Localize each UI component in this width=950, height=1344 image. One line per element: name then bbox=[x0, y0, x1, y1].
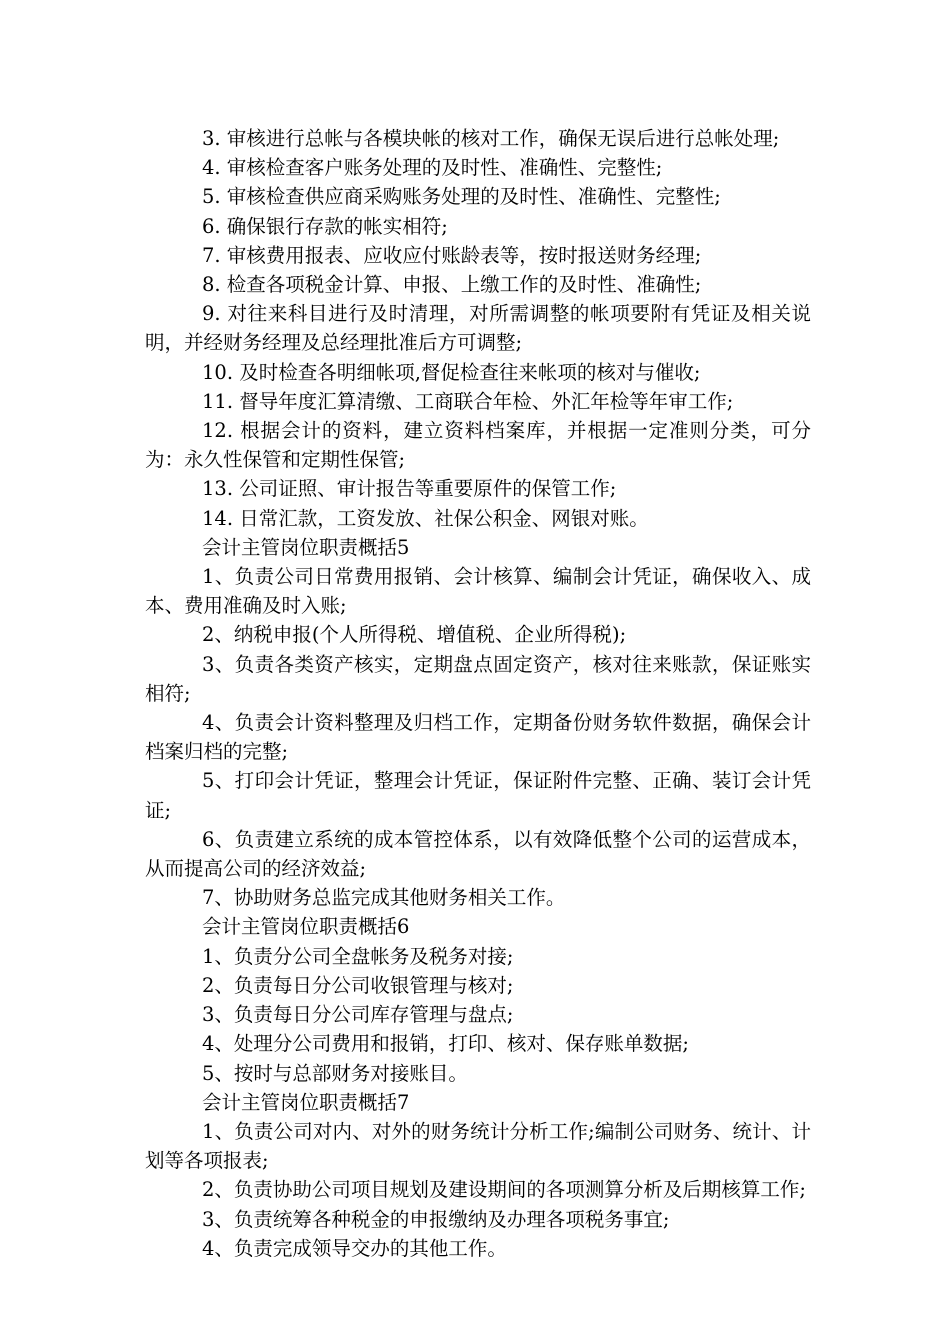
section-heading-5: 会计主管岗位职责概括5 bbox=[202, 535, 410, 559]
paragraph-item-9: 9. 对往来科目进行及时清理，对所需调整的帐项要附有凭证及相关说明，并经财务经理及总经理批准后方可调整; bbox=[145, 302, 811, 355]
section5-item-3: 3、负责各类资产核实，定期盘点固定资产，核对往来账款，保证账实相符; bbox=[145, 652, 811, 705]
section5-item-4: 4、负责会计资料整理及归档工作，定期备份财务软件数据，确保会计档案归档的完整; bbox=[145, 711, 811, 764]
paragraph-item-10: 10. 及时检查各明细帐项,督促检查往来帐项的核对与催收; bbox=[202, 360, 701, 384]
section5-item-2: 2、纳税申报(个人所得税、增值税、企业所得税); bbox=[202, 623, 627, 647]
paragraph-item-6: 6. 确保银行存款的帐实相符; bbox=[202, 214, 448, 238]
paragraph-item-12: 12. 根据会计的资料，建立资料档案库，并根据一定准则分类，可分为：永久性保管和定期性保管; bbox=[145, 419, 811, 472]
paragraph-item-5: 5. 审核检查供应商采购账务处理的及时性、准确性、完整性; bbox=[202, 185, 721, 209]
section6-item-2: 2、负责每日分公司收银管理与核对; bbox=[202, 973, 514, 997]
section-heading-7: 会计主管岗位职责概括7 bbox=[202, 1090, 410, 1114]
section6-item-4: 4、处理分公司费用和报销，打印、核对、保存账单数据; bbox=[202, 1032, 689, 1056]
section5-item-5: 5、打印会计凭证，整理会计凭证，保证附件完整、正确、装订会计凭证; bbox=[145, 769, 811, 822]
paragraph-item-4: 4. 审核检查客户账务处理的及时性、准确性、完整性; bbox=[202, 156, 663, 180]
section5-item-6: 6、负责建立系统的成本管控体系，以有效降低整个公司的运营成本，从而提高公司的经济效益; bbox=[145, 827, 811, 881]
section7-item-2: 2、负责协助公司项目规划及建设期间的各项测算分析及后期核算工作; bbox=[202, 1178, 806, 1202]
paragraph-item-7: 7. 审核费用报表、应收应付账龄表等，按时报送财务经理; bbox=[202, 243, 702, 267]
paragraph-item-11: 11. 督导年度汇算清缴、工商联合年检、外汇年检等年审工作; bbox=[202, 389, 734, 413]
paragraph-item-14: 14. 日常汇款，工资发放、社保公积金、网银对账。 bbox=[202, 506, 649, 530]
section-heading-6: 会计主管岗位职责概括6 bbox=[202, 915, 410, 939]
section5-item-1: 1、负责公司日常费用报销、会计核算、编制会计凭证，确保收入、成本、费用准确及时入账; bbox=[145, 565, 811, 618]
section7-item-3: 3、负责统筹各种税金的申报缴纳及办理各项税务事宜; bbox=[202, 1207, 670, 1231]
section6-item-3: 3、负责每日分公司库存管理与盘点; bbox=[202, 1003, 514, 1027]
section6-item-1: 1、负责分公司全盘帐务及税务对接; bbox=[202, 944, 514, 968]
section7-item-1: 1、负责公司对内、对外的财务统计分析工作;编制公司财务、统计、计划等各项报表; bbox=[145, 1119, 811, 1173]
paragraph-item-8: 8. 检查各项税金计算、申报、上缴工作的及时性、准确性; bbox=[202, 273, 702, 297]
paragraph-item-3: 3. 审核进行总帐与各模块帐的核对工作，确保无误后进行总帐处理; bbox=[202, 127, 780, 150]
section6-item-5: 5、按时与总部财务对接账目。 bbox=[202, 1061, 468, 1085]
document-body bbox=[145, 124, 811, 1263]
section5-item-7: 7、协助财务总监完成其他财务相关工作。 bbox=[202, 886, 566, 910]
paragraph-item-13: 13. 公司证照、审计报告等重要原件的保管工作; bbox=[202, 477, 617, 501]
section7-item-4: 4、负责完成领导交办的其他工作。 bbox=[202, 1236, 507, 1260]
